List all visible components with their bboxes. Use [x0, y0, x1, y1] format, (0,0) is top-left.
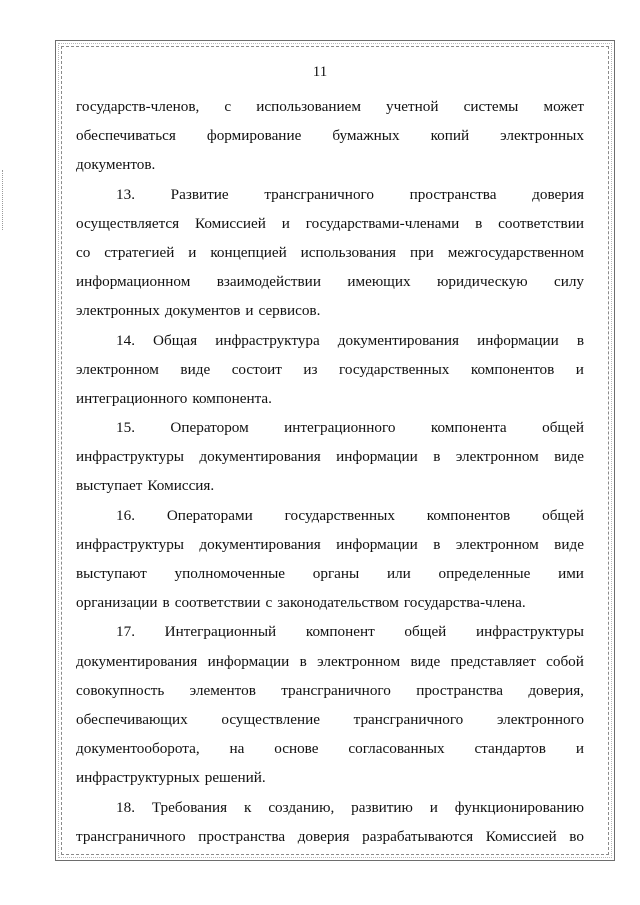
text-line: обеспечиваться формирование бумажных копий электронных — [76, 127, 584, 145]
text-line: 17. Интеграционный компонент общей инфраструктуры — [116, 623, 584, 641]
text-line: электронных документов и сервисов. — [76, 302, 321, 320]
text-line: обеспечивающих осуществление трансграничного электронного — [76, 710, 584, 728]
margin-mark — [2, 170, 4, 230]
document-body — [76, 92, 584, 851]
text-line: трансграничного пространства доверия разрабатываются Комиссией во — [76, 827, 584, 845]
paragraph — [76, 326, 584, 414]
paragraph — [76, 617, 584, 792]
text-line: государств-членов, с использованием учетной системы может — [76, 98, 584, 115]
text-line: выступают уполномоченные органы или определенные ими — [76, 565, 584, 582]
text-line: выступает Комиссия. — [76, 477, 215, 495]
text-line: информационном взаимодействии имеющих юридическую силу — [76, 273, 584, 291]
text-line: осуществляется Комиссией и государствами-членами в соответствии — [76, 214, 584, 232]
text-line: совокупность элементов трансграничного пространства доверия, — [76, 681, 584, 699]
paragraph — [76, 793, 584, 851]
paragraph — [76, 413, 584, 501]
text-line: документооборота, на основе согласованных стандартов и — [76, 740, 584, 758]
text-line: со стратегией и концепцией использования при межгосударственном — [76, 243, 584, 261]
paragraph — [76, 92, 584, 180]
paragraph — [76, 501, 584, 618]
text-line: 13. Развитие трансграничного пространства доверия — [116, 185, 584, 203]
text-line: 14. Общая инфраструктура документирования информации в — [116, 331, 584, 349]
text-line: 15. Оператором интеграционного компонента общей — [116, 419, 584, 437]
text-line: электронном виде состоит из государственных компонентов и — [76, 360, 584, 378]
text-line: документов. — [76, 156, 156, 174]
text-line: 18. Требования к созданию, развитию и функционированию — [116, 798, 584, 816]
text-line: интеграционного компонента. — [76, 389, 272, 407]
text-line: организации в соответствии с законодательством государства-члена. — [76, 594, 526, 612]
paragraph — [76, 180, 584, 326]
page-number: 11 — [312, 64, 328, 80]
text-line: инфраструктурных решений. — [76, 769, 266, 787]
text-line: документирования информации в электронном виде представляет собой — [76, 652, 584, 670]
text-line: инфраструктуры документирования информации в электронном виде — [76, 448, 584, 466]
text-line: 16. Операторами государственных компонентов общей — [116, 506, 584, 524]
text-line: инфраструктуры документирования информации в электронном виде — [76, 535, 584, 553]
